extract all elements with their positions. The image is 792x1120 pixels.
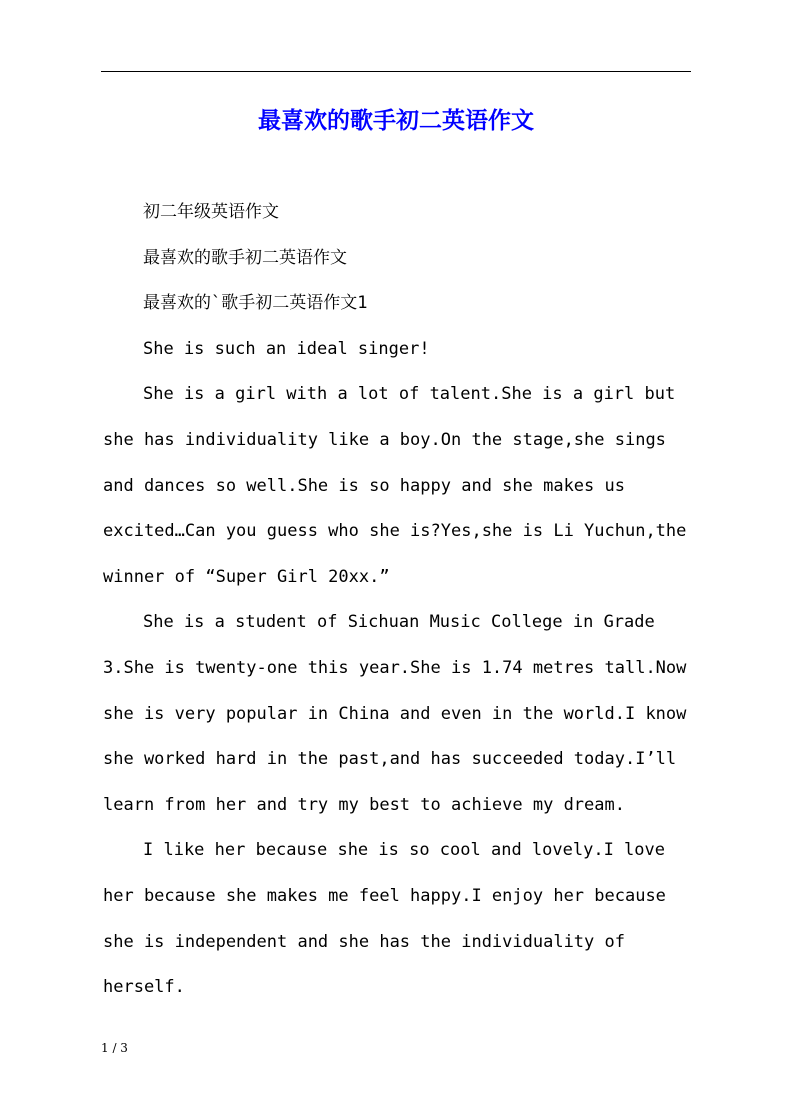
body-text-line: 3.She is twenty-one this year.She is 1.74 metres tall.Now xyxy=(103,657,687,678)
body-text-line: herself. xyxy=(103,977,185,998)
body-text-line: 最喜欢的`歌手初二英语作文1 xyxy=(143,293,368,314)
body-text-line: she is independent and she has the individuality of xyxy=(103,931,625,952)
body-text-line: 初二年级英语作文 xyxy=(143,202,279,222)
body-text-line: I like her because she is so cool and lovely.I love xyxy=(143,840,665,861)
body-text-line: she is very popular in China and even in the world.I know xyxy=(103,703,687,724)
body-text-line: learn from her and try my best to achieve my dream. xyxy=(103,794,625,815)
body-text-line: winner of “Super Girl 20xx.” xyxy=(103,566,390,587)
body-text-line: 最喜欢的歌手初二英语作文 xyxy=(143,247,347,268)
body-text-line: and dances so well.She is so happy and she makes us xyxy=(103,475,625,496)
body-text-line: She is a student of Sichuan Music College in Grade xyxy=(143,612,655,633)
body-text-line: she has individuality like a boy.On the stage,she sings xyxy=(103,429,666,450)
body-text-line: her because she makes me feel happy.I enjoy her because xyxy=(103,885,666,906)
body-text-line: She is a girl with a lot of talent.She is a girl but xyxy=(143,384,676,405)
document-body xyxy=(103,190,693,1011)
header-rule xyxy=(101,71,691,72)
document-title: 最喜欢的歌手初二英语作文 xyxy=(258,108,534,134)
body-text-line: She is such an ideal singer! xyxy=(143,338,430,359)
body-text-line: excited…Can you guess who she is?Yes,she is Li Yuchun,the xyxy=(103,521,687,542)
page-number: 1 / 3 xyxy=(101,1041,128,1055)
body-text-line: she worked hard in the past,and has succeeded today.I’ll xyxy=(103,749,677,770)
